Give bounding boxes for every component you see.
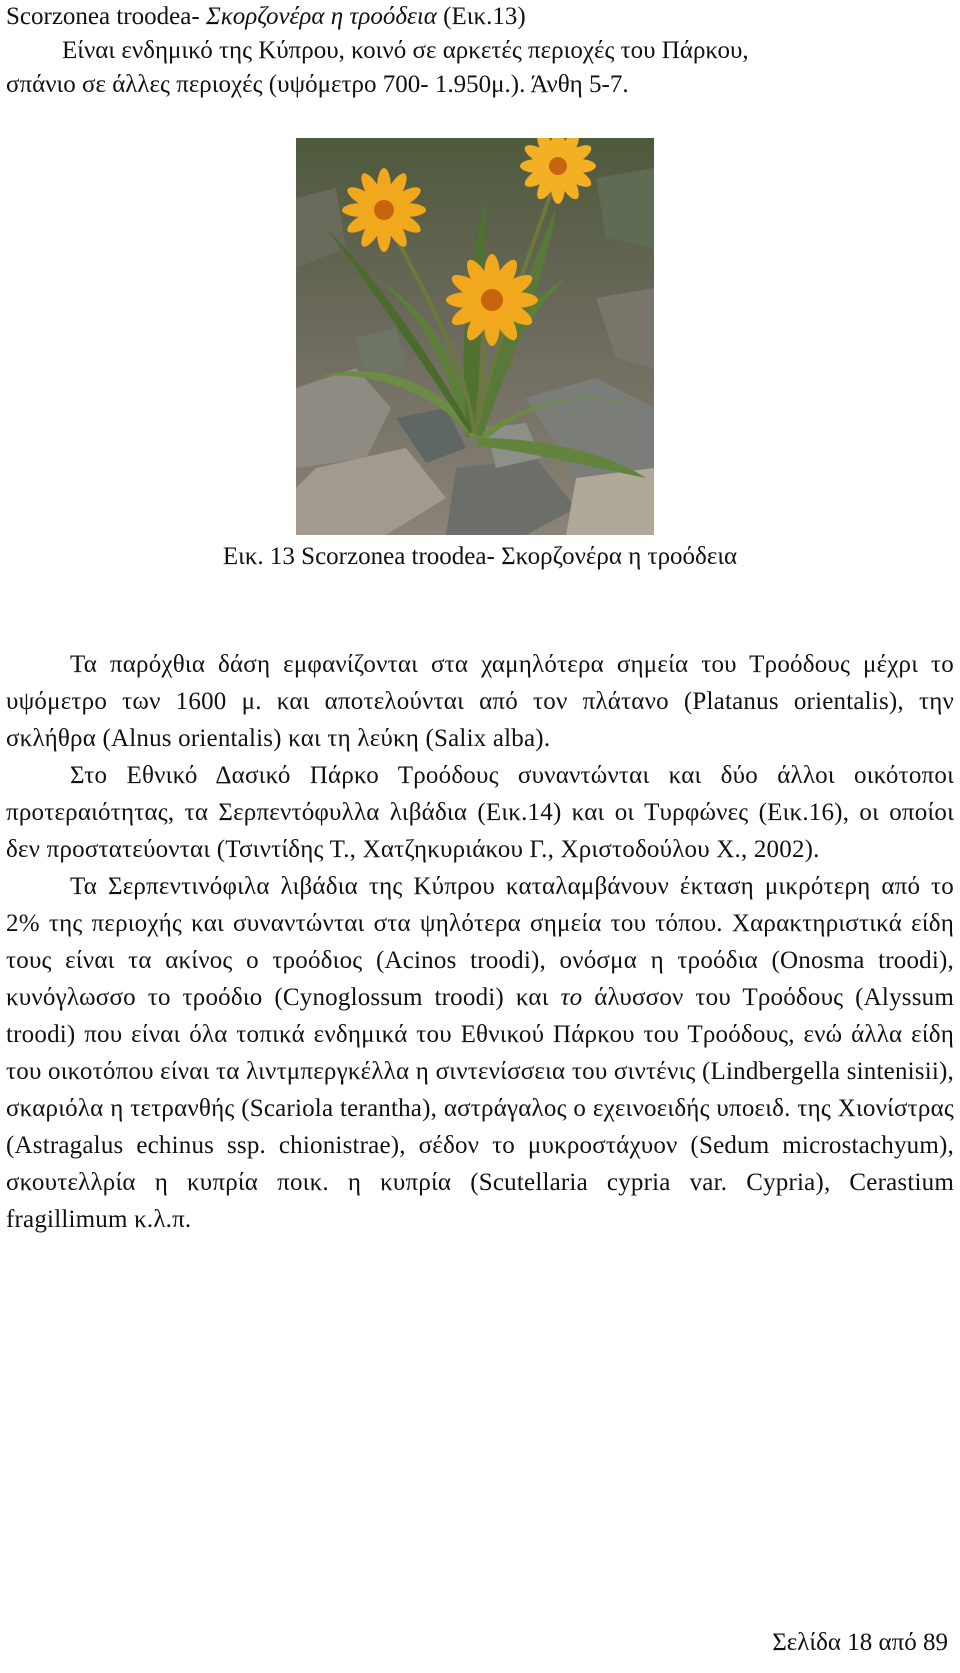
document-page (6, 0, 954, 1673)
flower-photo-illustration (296, 138, 654, 535)
paragraph-serpentine-part-1: Τα Σερπεντινόφιλα λιβάδια της Κύπρου καταλαμβάνουν έκταση μικρότερη από το 2% της περιοχής και συναντώνται στα ψηλότερα σημεία του τόπου. Χαρακτηριστικά είδη τους είναι τα ακίνος ο τροόδιος (Acinos troodi), ονόσμα η τροόδια (Onosma troodi), κυνόγλωσσο το τροόδιο (Cynoglossum troodi) και (6, 873, 954, 1011)
species-intro (6, 0, 954, 102)
heading-latin-name: Scorzonea troodea- (6, 3, 206, 30)
species-description-line-1: Είναι ενδημικό της Κύπρου, κοινό σε αρκετές περιοχές του Πάρκου, (62, 37, 749, 64)
paragraph-riparian-forests: Τα παρόχθια δάση εμφανίζονται στα χαμηλότερα σημεία του Τροόδους μέχρι το υψόμετρο των 1600 μ. και αποτελούνται από τον πλάτανο (Platanus orientalis), την σκλήθρα (Alnus orientalis) και τη λεύκη (Salix alba). (6, 651, 954, 752)
paragraph-serpentine-italic: το (560, 984, 583, 1011)
heading-greek-name: Σκορζονέρα η τροόδεια (205, 3, 437, 30)
species-photo (296, 138, 654, 535)
species-heading (6, 0, 954, 34)
paragraph-priority-habitats: Στο Εθνικό Δασικό Πάρκο Τροόδους συναντώνται και δύο άλλοι οικότοποι προτεραιότητας, τα Σερπεντόφυλλα λιβάδια (Εικ.14) και οι Τυρφώνες (Εικ.16), οι οποίοι δεν προστατεύονται (Τσιντίδης Τ., Χατζηκυριάκου Γ., Χριστοδούλου Χ., 2002). (6, 762, 954, 863)
figure-caption: Εικ. 13 Scorzonea troodea- Σκορζονέρα η τροόδεια (222, 543, 738, 570)
paragraph-serpentine-meadows (6, 868, 954, 1238)
page-number: Σελίδα 18 από 89 (772, 1629, 948, 1656)
paragraph-serpentine-part-2: άλυσσον του Τροόδους (Alyssum troodi) που είναι όλα τοπικά ενδημικά του Εθνικού Πάρκου του Τροόδους, ενώ άλλα είδη του οικοτόπου είναι τα λιντμπεργκέλλα η σιντενίσσεια του σιντένις (Lindbergella sintenisii), σκαριόλα η τετρανθής (Scariola terantha), αστράγαλος ο εχεινοειδής υποειδ. της Χιονίστρας (Astragalus echinus ssp. chionistrae), σέδον το μυκροστάχυον (Sedum microstachyum), σκουτελλρία η κυπρία ποικ. η κυπρία (Scutellaria cypria var. Cypria), Cerastium fragillimum κ.λ.π. (6, 984, 954, 1233)
body-text (6, 646, 954, 1238)
species-description-line-2: σπάνιο σε άλλες περιοχές (υψόμετρο 700- 1.950μ.). Άνθη 5-7. (6, 71, 629, 98)
heading-figure-ref: (Εικ.13) (436, 3, 526, 30)
